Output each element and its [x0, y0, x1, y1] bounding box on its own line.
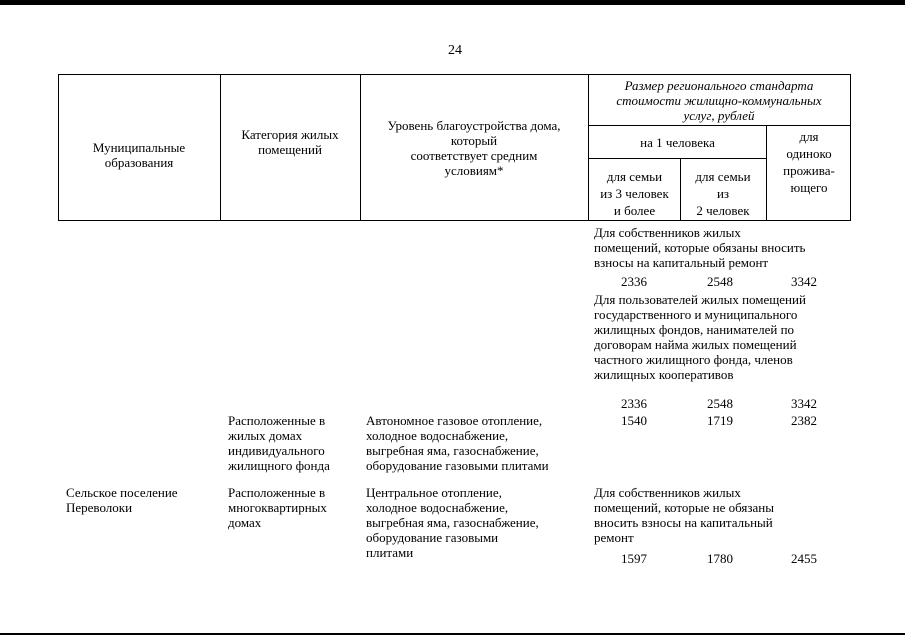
- header-single: для одиноко прожива- ющего: [783, 129, 835, 195]
- top-border: [0, 0, 905, 5]
- note-owners-obliged: Для собственников жилых помещений, которые обязаны вносить взносы на капитальный ремонт: [594, 225, 806, 270]
- header-amenities-level: Уровень благоустройства дома, который соответствует средним условиям*: [387, 118, 561, 178]
- bottom-border: [0, 633, 905, 635]
- category-individual-houses: Расположенные в жилых домах индивидуального жилищного фонда: [228, 413, 330, 473]
- page-number: 24: [448, 43, 462, 58]
- header-standard-size: Размер регионального стандарта стоимости жилищно-коммунальных услуг, рублей: [616, 78, 822, 123]
- note-tenants: Для пользователей жилых помещений государственного и муниципального жилищных фондов, нанимателей по договорам найма жилых помещений частного жилищного фонда, членов жилищных кооперативов: [594, 292, 806, 382]
- header-per-person: на 1 человека: [640, 135, 715, 150]
- amenities-autonomous-gas: Автономное газовое отопление, холодное водоснабжение, выгребная яма, газоснабжение, оборудование газовыми плитами: [366, 413, 549, 473]
- amenities-central-heating: Центральное отопление, холодное водоснабжение, выгребная яма, газоснабжение, оборудование газовыми плитами: [366, 485, 539, 560]
- header-housing-category: Категория жилых помещений: [241, 127, 339, 157]
- note-owners-not-obliged: Для собственников жилых помещений, которые не обязаны вносить взносы на капитальный ремонт: [594, 485, 774, 545]
- header-family-3plus: для семьи из 3 человек и более: [600, 169, 669, 218]
- header-family-2: для семьи из 2 человек: [695, 169, 751, 218]
- header-municipalities: Муниципальные образования: [92, 140, 186, 170]
- category-apartment-buildings: Расположенные в многоквартирных домах: [228, 485, 327, 530]
- municipality-name: Сельское поселение Переволоки: [66, 485, 178, 515]
